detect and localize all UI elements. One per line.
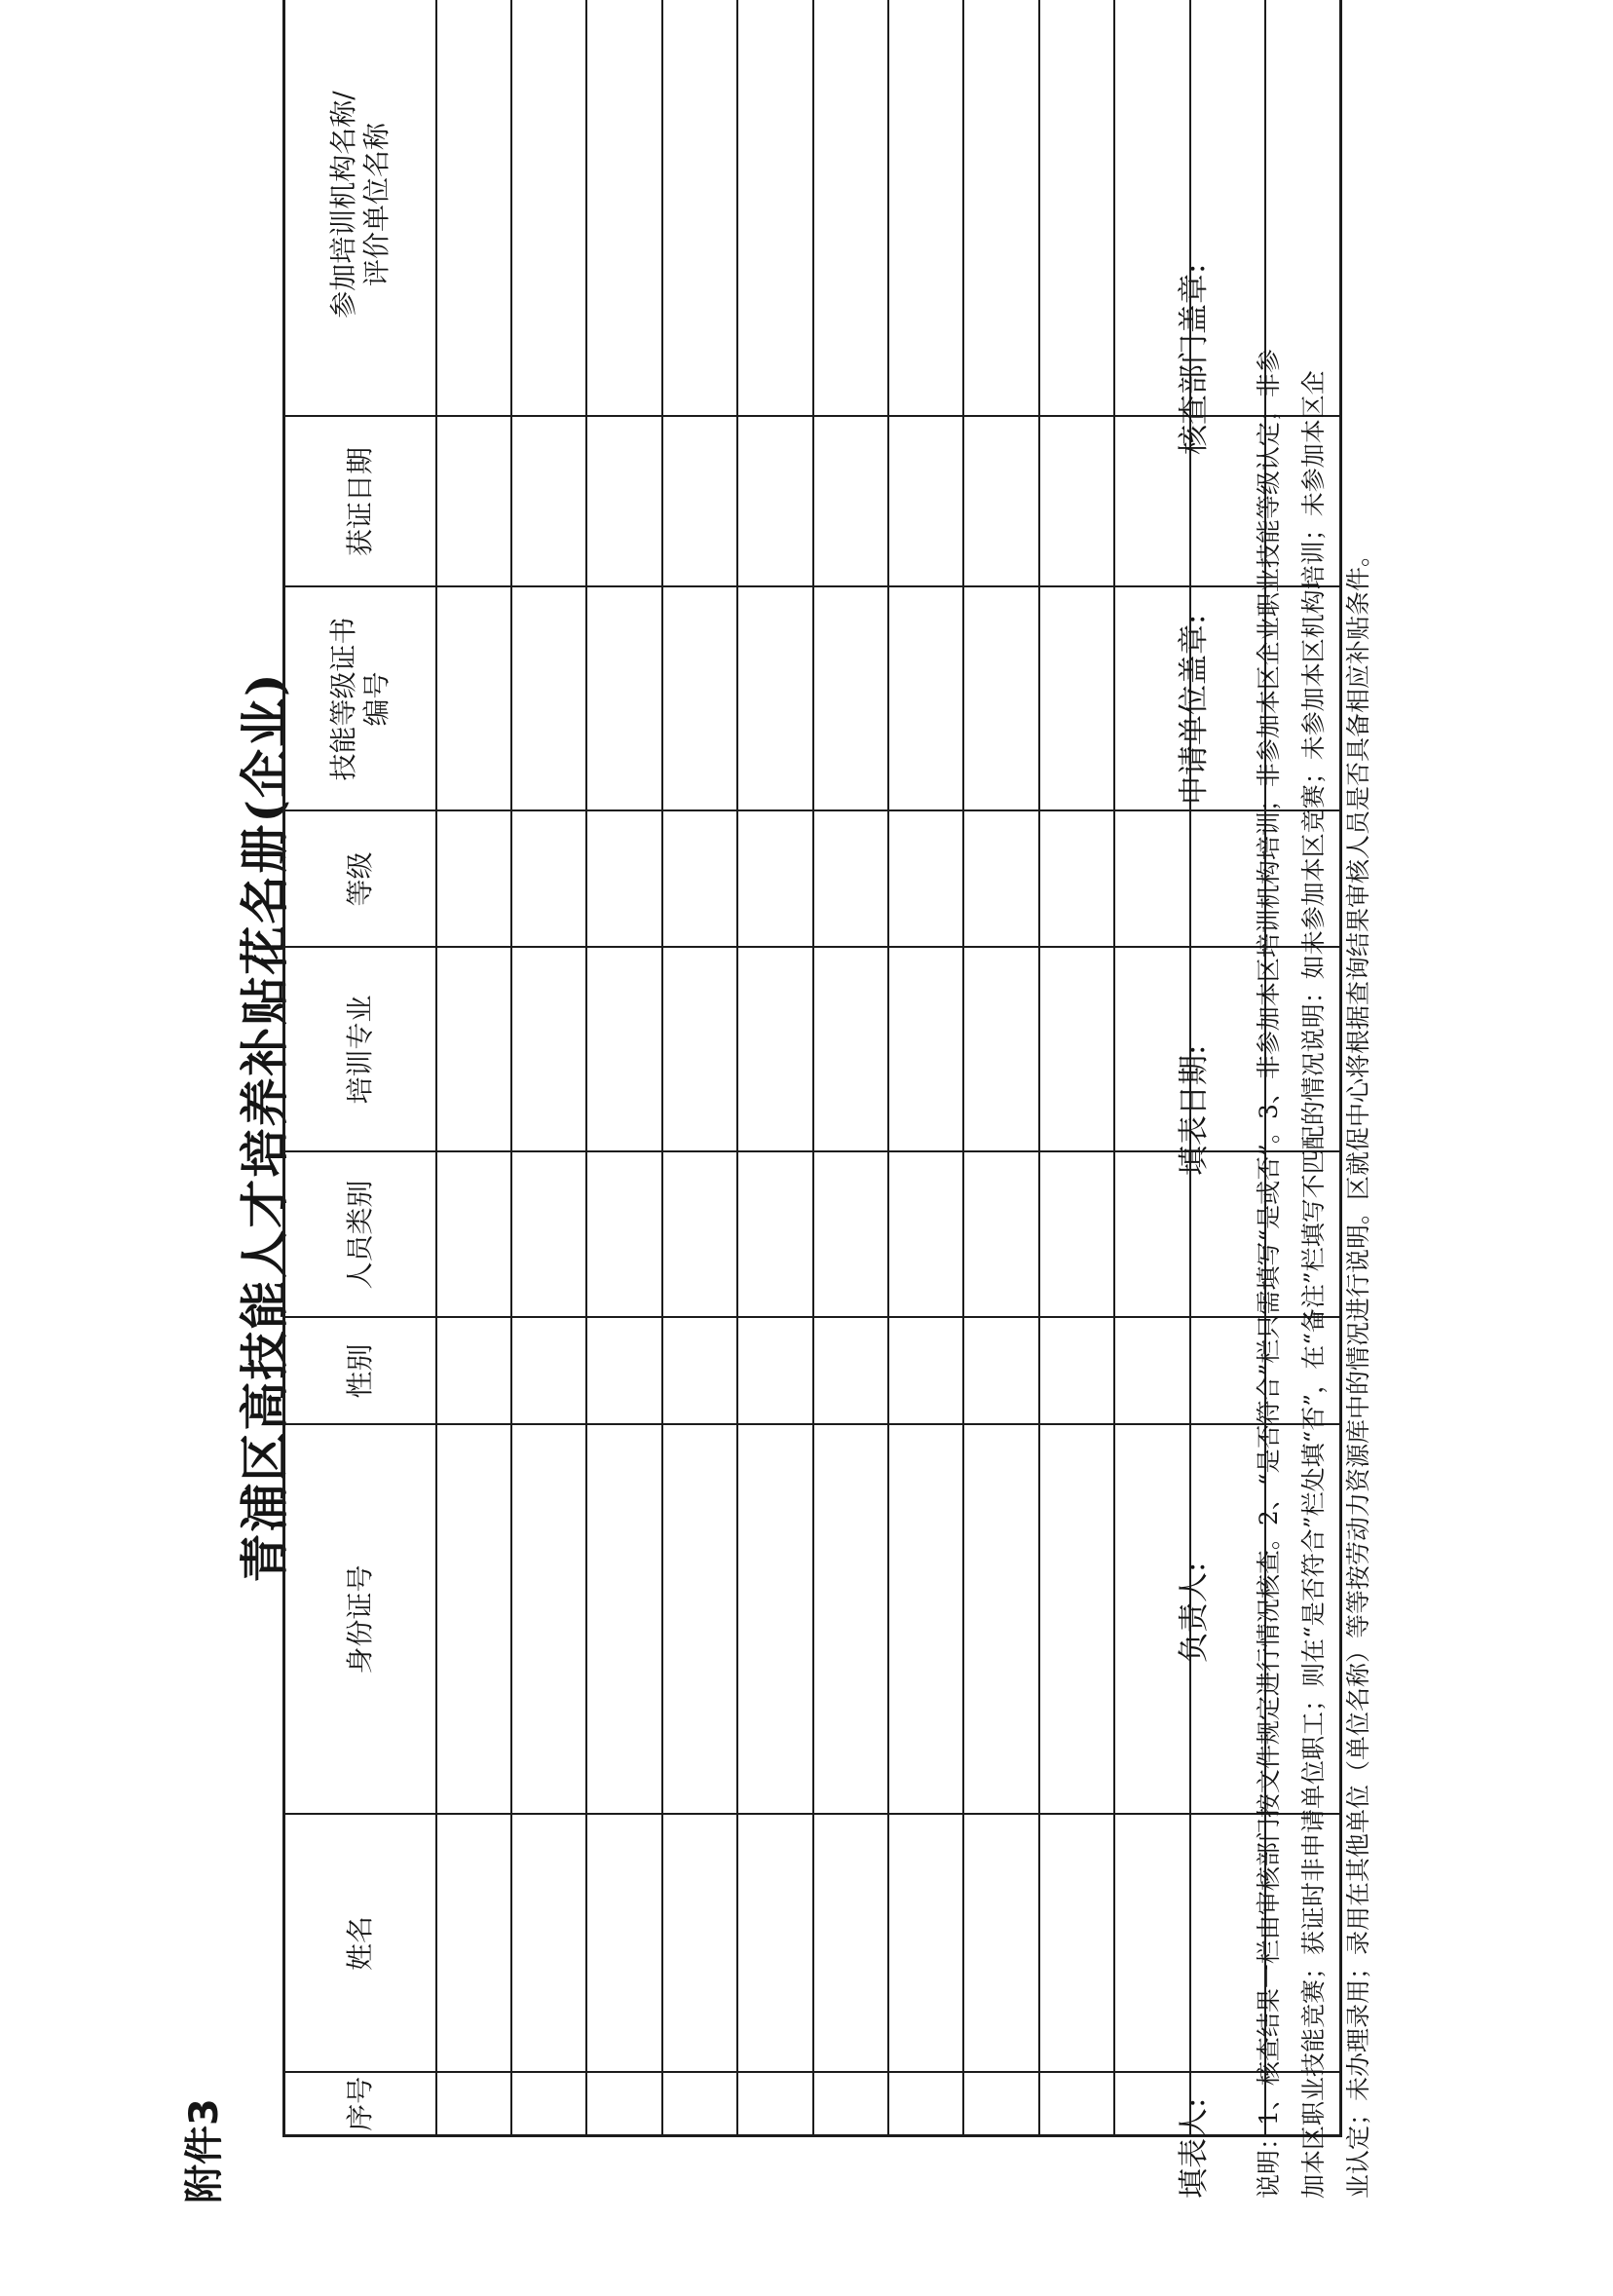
table-cell[interactable] xyxy=(1039,1815,1114,2073)
table-cell[interactable] xyxy=(737,1815,812,2073)
table-cell[interactable] xyxy=(662,417,737,587)
table-cell[interactable] xyxy=(436,0,511,417)
table-cell[interactable] xyxy=(586,0,661,417)
table-cell[interactable] xyxy=(963,2073,1038,2136)
table-cell[interactable] xyxy=(586,2073,661,2136)
table-cell[interactable] xyxy=(511,948,586,1152)
table-cell[interactable] xyxy=(813,1318,888,1425)
table-cell[interactable] xyxy=(963,948,1038,1152)
table-cell[interactable] xyxy=(511,2073,586,2136)
table-cell[interactable] xyxy=(963,1152,1038,1318)
table-cell[interactable] xyxy=(586,1318,661,1425)
page-title: 青浦区高技能人才培养补贴花名册(企业) xyxy=(236,671,293,1583)
table-cell[interactable] xyxy=(511,417,586,587)
header-training-org-line1: 参加培训机构名称/ xyxy=(326,91,359,319)
header-training-org-line2: 评价单位名称 xyxy=(359,123,393,287)
table-cell[interactable] xyxy=(586,1425,661,1815)
table-cell[interactable] xyxy=(737,2073,812,2136)
table-cell[interactable] xyxy=(888,0,963,417)
table-cell[interactable] xyxy=(737,417,812,587)
table-cell[interactable] xyxy=(511,1815,586,2073)
table-cell[interactable] xyxy=(511,0,586,417)
table-row xyxy=(963,0,1038,2136)
notes-line-3: 业认定；未办理录用；录用在其他单位（单位名称）等等按劳动力资源库中的情况进行说明。区就促中心将根据查询结果审核人员是否具备相应补贴条件。 xyxy=(1344,542,1372,2199)
table-cell[interactable] xyxy=(737,1152,812,1318)
table-cell[interactable] xyxy=(436,811,511,948)
table-cell[interactable] xyxy=(737,1425,812,1815)
table-cell[interactable] xyxy=(1039,417,1114,587)
table-cell[interactable] xyxy=(888,1318,963,1425)
header-cert-number xyxy=(284,587,436,811)
table-cell[interactable] xyxy=(436,2073,511,2136)
table-cell[interactable] xyxy=(586,587,661,811)
table-cell[interactable] xyxy=(963,1815,1038,2073)
table-cell[interactable] xyxy=(813,2073,888,2136)
header-seq: 序号 xyxy=(284,2073,436,2136)
table-cell[interactable] xyxy=(436,1815,511,2073)
checker-seal-label: 核查部门盖章: xyxy=(1177,263,1212,455)
table-cell[interactable] xyxy=(813,948,888,1152)
table-cell[interactable] xyxy=(813,811,888,948)
table-cell[interactable] xyxy=(436,948,511,1152)
header-training-major: 培训专业 xyxy=(284,948,436,1152)
table-row xyxy=(813,0,888,2136)
table-row xyxy=(888,0,963,2136)
table-cell[interactable] xyxy=(813,0,888,417)
applicant-seal-label: 申请单位盖章: xyxy=(1177,614,1212,806)
table-cell[interactable] xyxy=(662,1318,737,1425)
table-cell[interactable] xyxy=(888,417,963,587)
table-cell[interactable] xyxy=(813,1152,888,1318)
table-cell[interactable] xyxy=(888,811,963,948)
annex-label: 附件3 xyxy=(182,2098,227,2203)
table-row xyxy=(737,0,812,2136)
table-cell[interactable] xyxy=(1039,2073,1114,2136)
table-cell[interactable] xyxy=(888,948,963,1152)
table-cell[interactable] xyxy=(586,948,661,1152)
table-cell[interactable] xyxy=(436,1425,511,1815)
header-cert-number-line2: 编号 xyxy=(359,671,393,727)
table-row xyxy=(511,0,586,2136)
table-cell[interactable] xyxy=(888,1815,963,2073)
table-cell[interactable] xyxy=(511,587,586,811)
header-cert-number-line1: 技能等级证书 xyxy=(326,617,359,781)
table-cell[interactable] xyxy=(586,811,661,948)
header-training-org xyxy=(284,0,436,417)
table-cell[interactable] xyxy=(888,1425,963,1815)
table-cell[interactable] xyxy=(662,2073,737,2136)
table-cell[interactable] xyxy=(737,1318,812,1425)
header-name: 姓名 xyxy=(284,1815,436,2073)
table-cell[interactable] xyxy=(1114,811,1189,948)
table-cell[interactable] xyxy=(813,1425,888,1815)
table-cell[interactable] xyxy=(888,587,963,811)
table-cell[interactable] xyxy=(963,0,1038,417)
header-id-number: 身份证号 xyxy=(284,1425,436,1815)
table-cell[interactable] xyxy=(888,2073,963,2136)
table-cell[interactable] xyxy=(511,811,586,948)
notes-line-1: 说明：1、核查结果一栏由审核部门按文件规定进行情况核查。2、“是否符合”栏只需填写“是或否”。3、非参加本区培训机构培训；非参加本区企业职业技能等级认定；非参 xyxy=(1255,349,1283,2199)
table-cell[interactable] xyxy=(737,811,812,948)
table-cell[interactable] xyxy=(888,1152,963,1318)
table-cell[interactable] xyxy=(1039,0,1114,417)
table-cell[interactable] xyxy=(511,1152,586,1318)
table-cell[interactable] xyxy=(963,587,1038,811)
table-cell[interactable] xyxy=(1039,948,1114,1152)
header-level: 等级 xyxy=(284,811,436,948)
header-cert-date: 获证日期 xyxy=(284,417,436,587)
notes xyxy=(1247,36,1381,2199)
table-cell[interactable] xyxy=(1039,811,1114,948)
filler-label: 填表人: xyxy=(1177,2097,1212,2199)
table-cell[interactable] xyxy=(963,811,1038,948)
table-cell[interactable] xyxy=(813,587,888,811)
table-cell[interactable] xyxy=(1039,587,1114,811)
table-cell[interactable] xyxy=(586,1815,661,2073)
table-row xyxy=(586,0,661,2136)
notes-line-2: 加本区职业技能竞赛；获证时非申请单位职工；则在“是否符合”栏处填“否”，在“备注”栏填写不匹配的情况说明：如未参加本区竞赛；未参加本区机构培训；未参加本区企 xyxy=(1299,370,1328,2199)
header-person-type: 人员类别 xyxy=(284,1152,436,1318)
table-cell[interactable] xyxy=(662,1815,737,2073)
table-cell[interactable] xyxy=(436,417,511,587)
table-cell[interactable] xyxy=(813,1815,888,2073)
table-cell[interactable] xyxy=(662,587,737,811)
table-cell[interactable] xyxy=(662,948,737,1152)
table-cell[interactable] xyxy=(662,1425,737,1815)
table-cell[interactable] xyxy=(963,417,1038,587)
table-cell[interactable] xyxy=(737,948,812,1152)
table-cell[interactable] xyxy=(662,1152,737,1318)
table-cell[interactable] xyxy=(1039,1152,1114,1318)
table-cell[interactable] xyxy=(1114,1152,1189,1318)
table-cell[interactable] xyxy=(586,1152,661,1318)
table-cell[interactable] xyxy=(662,811,737,948)
table-cell[interactable] xyxy=(813,417,888,587)
table-cell[interactable] xyxy=(436,1318,511,1425)
table-cell[interactable] xyxy=(1114,1815,1189,2073)
table-cell[interactable] xyxy=(511,1425,586,1815)
table-cell[interactable] xyxy=(662,0,737,417)
table-cell[interactable] xyxy=(737,587,812,811)
table-cell[interactable] xyxy=(1039,1318,1114,1425)
header-gender: 性别 xyxy=(284,1318,436,1425)
table-row xyxy=(436,0,511,2136)
table-row xyxy=(662,0,737,2136)
table-cell[interactable] xyxy=(1114,1318,1189,1425)
table-cell[interactable] xyxy=(586,417,661,587)
table-cell[interactable] xyxy=(963,1318,1038,1425)
table-cell[interactable] xyxy=(436,587,511,811)
table-cell[interactable] xyxy=(511,1318,586,1425)
fill-date-label: 填表日期: xyxy=(1177,1044,1212,1176)
table-row xyxy=(1039,0,1114,2136)
table-cell[interactable] xyxy=(963,1425,1038,1815)
responsible-label: 负责人: xyxy=(1177,1562,1212,1663)
table-cell[interactable] xyxy=(737,0,812,417)
table-cell[interactable] xyxy=(436,1152,511,1318)
table-cell[interactable] xyxy=(1039,1425,1114,1815)
